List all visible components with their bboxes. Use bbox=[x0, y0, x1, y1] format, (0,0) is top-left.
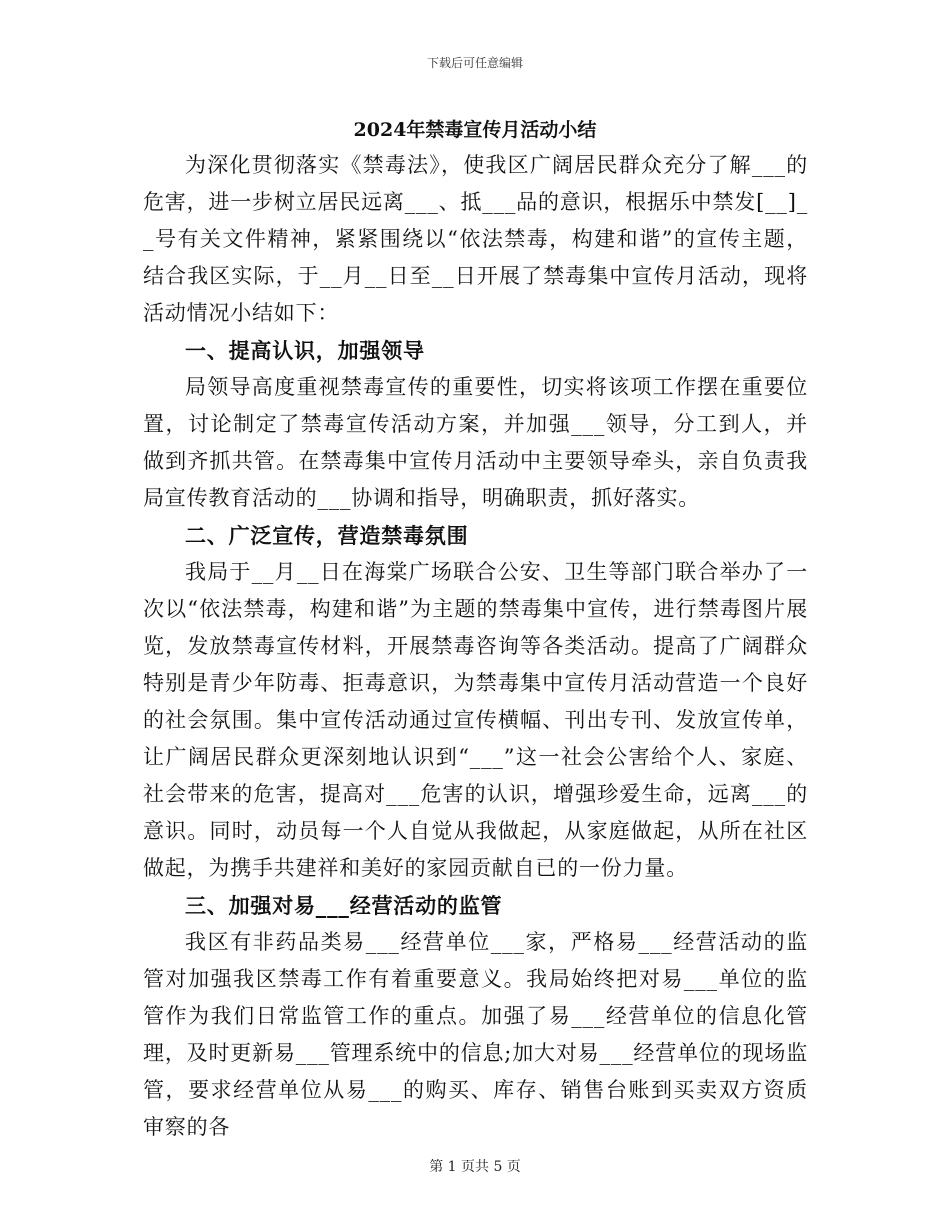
intro-paragraph: 为深化贯彻落实《禁毒法》，使我区广阔居民群众充分了解___的危害，进一步树立居民远离___、抵___品的意识，根据乐中禁发[__]__号有关文件精神，紧紧围绕以“依法禁毒，构建和谐”的宣传主题，结合我区实际，于__月__日至__日开展了禁毒集中宣传月活动，现将活动情况小结如下： bbox=[143, 153, 808, 325]
document-title: 2024年禁毒宣传月活动小结 bbox=[353, 119, 597, 141]
page-footer: 第 1 页共 5 页 bbox=[429, 1159, 521, 1175]
section-heading-1: 一、提高认识，加强领导 bbox=[185, 338, 425, 363]
header-note: 下载后可任意编辑 bbox=[426, 56, 523, 70]
section-heading-3: 三、加强对易___经营活动的监管 bbox=[185, 893, 503, 918]
section-heading-2: 二、广泛宣传，营造禁毒氛围 bbox=[185, 523, 469, 548]
document-body bbox=[143, 147, 808, 1146]
section-2-paragraph: 我局于__月__日在海棠广场联合公安、卫生等部门联合举办了一次以“依法禁毒，构建和谐”为主题的禁毒集中宣传，进行禁毒图片展览，发放禁毒宣传材料，开展禁毒咨询等各类活动。提高了广阔群众特别是青少年防毒、拒毒意识，为禁毒集中宣传月活动营造一个良好的社会氛围。集中宣传活动通过宣传横幅、刊出专刊、发放宣传单，让广阔居民群众更深刻地认识到“___”这一社会公害给个人、家庭、社会带来的危害，提高对___危害的认识，增强珍爱生命，远离___的意识。同时，动员每一个人自觉从我做起，从家庭做起，从所在社区做起，为携手共建祥和美好的家园贡献自已的一份力量。 bbox=[143, 560, 808, 880]
section-3-paragraph: 我区有非药品类易___经营单位___家，严格易___经营活动的监管对加强我区禁毒工作有着重要意义。我局始终把对易___单位的监管作为我们日常监管工作的重点。加强了易___经营单位的信息化管理，及时更新易___管理系统中的信息;加大对易___经营单位的现场监管，要求经营单位从易___的购买、库存、销售台账到买卖双方资质审察的各 bbox=[143, 930, 808, 1139]
section-1-paragraph: 局领导高度重视禁毒宣传的重要性，切实将该项工作摆在重要位置，讨论制定了禁毒宣传活动方案，并加强___领导，分工到人，并做到齐抓共管。在禁毒集中宣传月活动中主要领导牵头，亲自负责我局宣传教育活动的___协调和指导，明确职责，抓好落实。 bbox=[143, 375, 808, 510]
